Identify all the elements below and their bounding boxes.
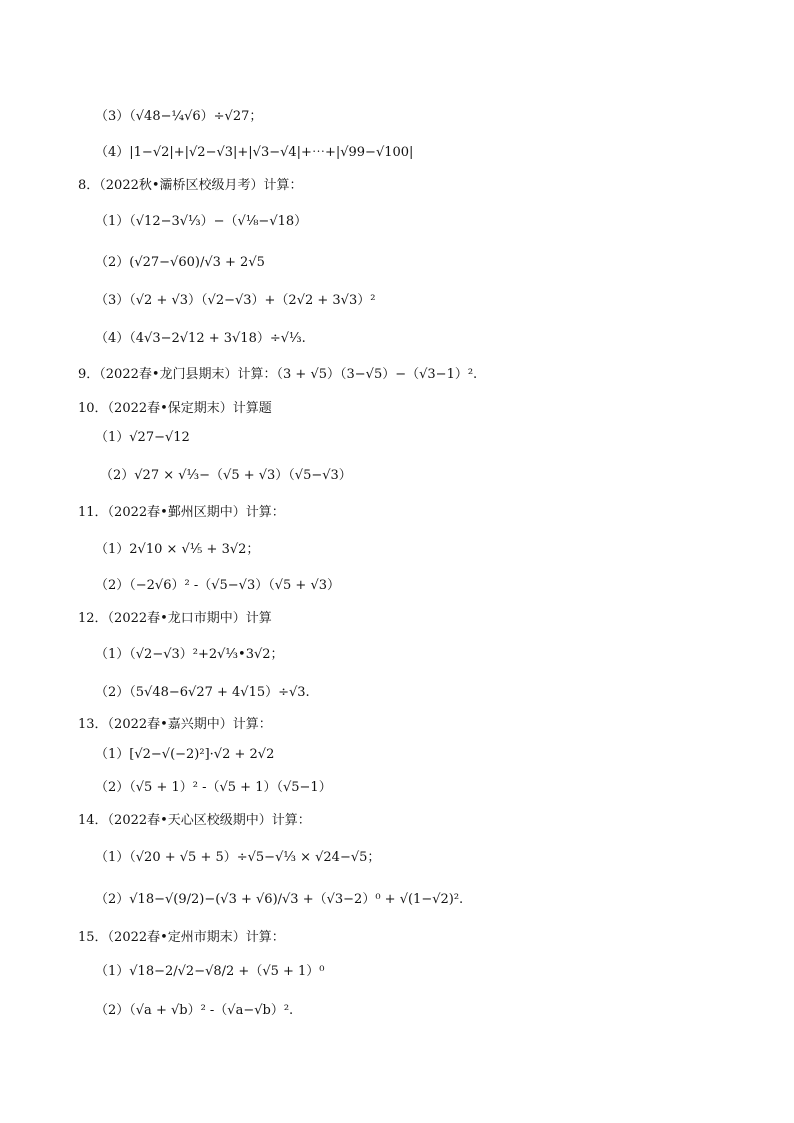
problem-11-heading: 11．（2022春•鄞州区期中）计算： [78,505,285,520]
problem-7-part-4: （4）|1−√2|+|√2−√3|+|√3−√4|+⋯+|√99−√100| [95,145,414,160]
problem-13-heading: 13．（2022春•嘉兴期中）计算： [78,717,272,732]
problem-13-part-1: （1）[√2−√(−2)²]·√2 + 2√2 [95,747,275,762]
problem-15-heading: 15．（2022春•定州市期末）计算： [78,930,285,945]
problem-15-part-2: （2）（√a + √b）² -（√a−√b）². [95,1003,294,1018]
problem-12-heading: 12．（2022春•龙口市期中）计算 [78,611,272,626]
problem-9-heading: 9．（2022春•龙门县期末）计算：（3 + √5）（3−√5）−（√3−1）². [78,367,478,382]
problem-11-part-1: （1）2√10 × √⅕ + 3√2； [95,542,260,557]
problem-15-part-1: （1）√18−2/√2−√8/2 +（√5 + 1）⁰ [95,964,325,979]
problem-12-part-2: （2）（5√48−6√27 + 4√15）÷√3. [95,685,310,700]
problem-8-heading: 8．（2022秋•灞桥区校级月考）计算： [78,178,303,193]
problem-10-part-2: （2）√27 × √⅓−（√5 + √3）（√5−√3） [100,468,352,483]
problem-8-part-2: （2）(√27−√60)/√3 + 2√5 [95,255,265,270]
problem-12-part-1: （1）（√2−√3）²+2√⅓•3√2； [95,647,284,662]
problem-11-part-2: （2）（−2√6）² -（√5−√3）（√5 + √3） [95,578,340,593]
problem-8-part-3: （3）（√2 + √3）（√2−√3）+（2√2 + 3√3）² [95,293,376,308]
problem-13-part-2: （2）（√5 + 1）² -（√5 + 1）（√5−1） [95,780,332,795]
problem-14-heading: 14．（2022春•天心区校级期中）计算： [78,813,311,828]
problem-8-part-1: （1）（√12−3√⅓）−（√⅛−√18） [95,214,308,229]
problem-10-heading: 10．（2022春•保定期末）计算题 [78,401,272,416]
problem-14-part-1: （1）（√20 + √5 + 5）÷√5−√⅓ × √24−√5； [95,850,381,865]
problem-14-part-2: （2）√18−√(9/2)−(√3 + √6)/√3 +（√3−2）⁰ + √(1−√2)². [95,892,464,907]
problem-8-part-4: （4）（4√3−2√12 + 3√18）÷√⅓. [95,331,306,346]
problem-10-part-1: （1）√27−√12 [95,430,190,445]
problem-7-part-3: （3）（√48−¼√6）÷√27； [95,109,263,124]
